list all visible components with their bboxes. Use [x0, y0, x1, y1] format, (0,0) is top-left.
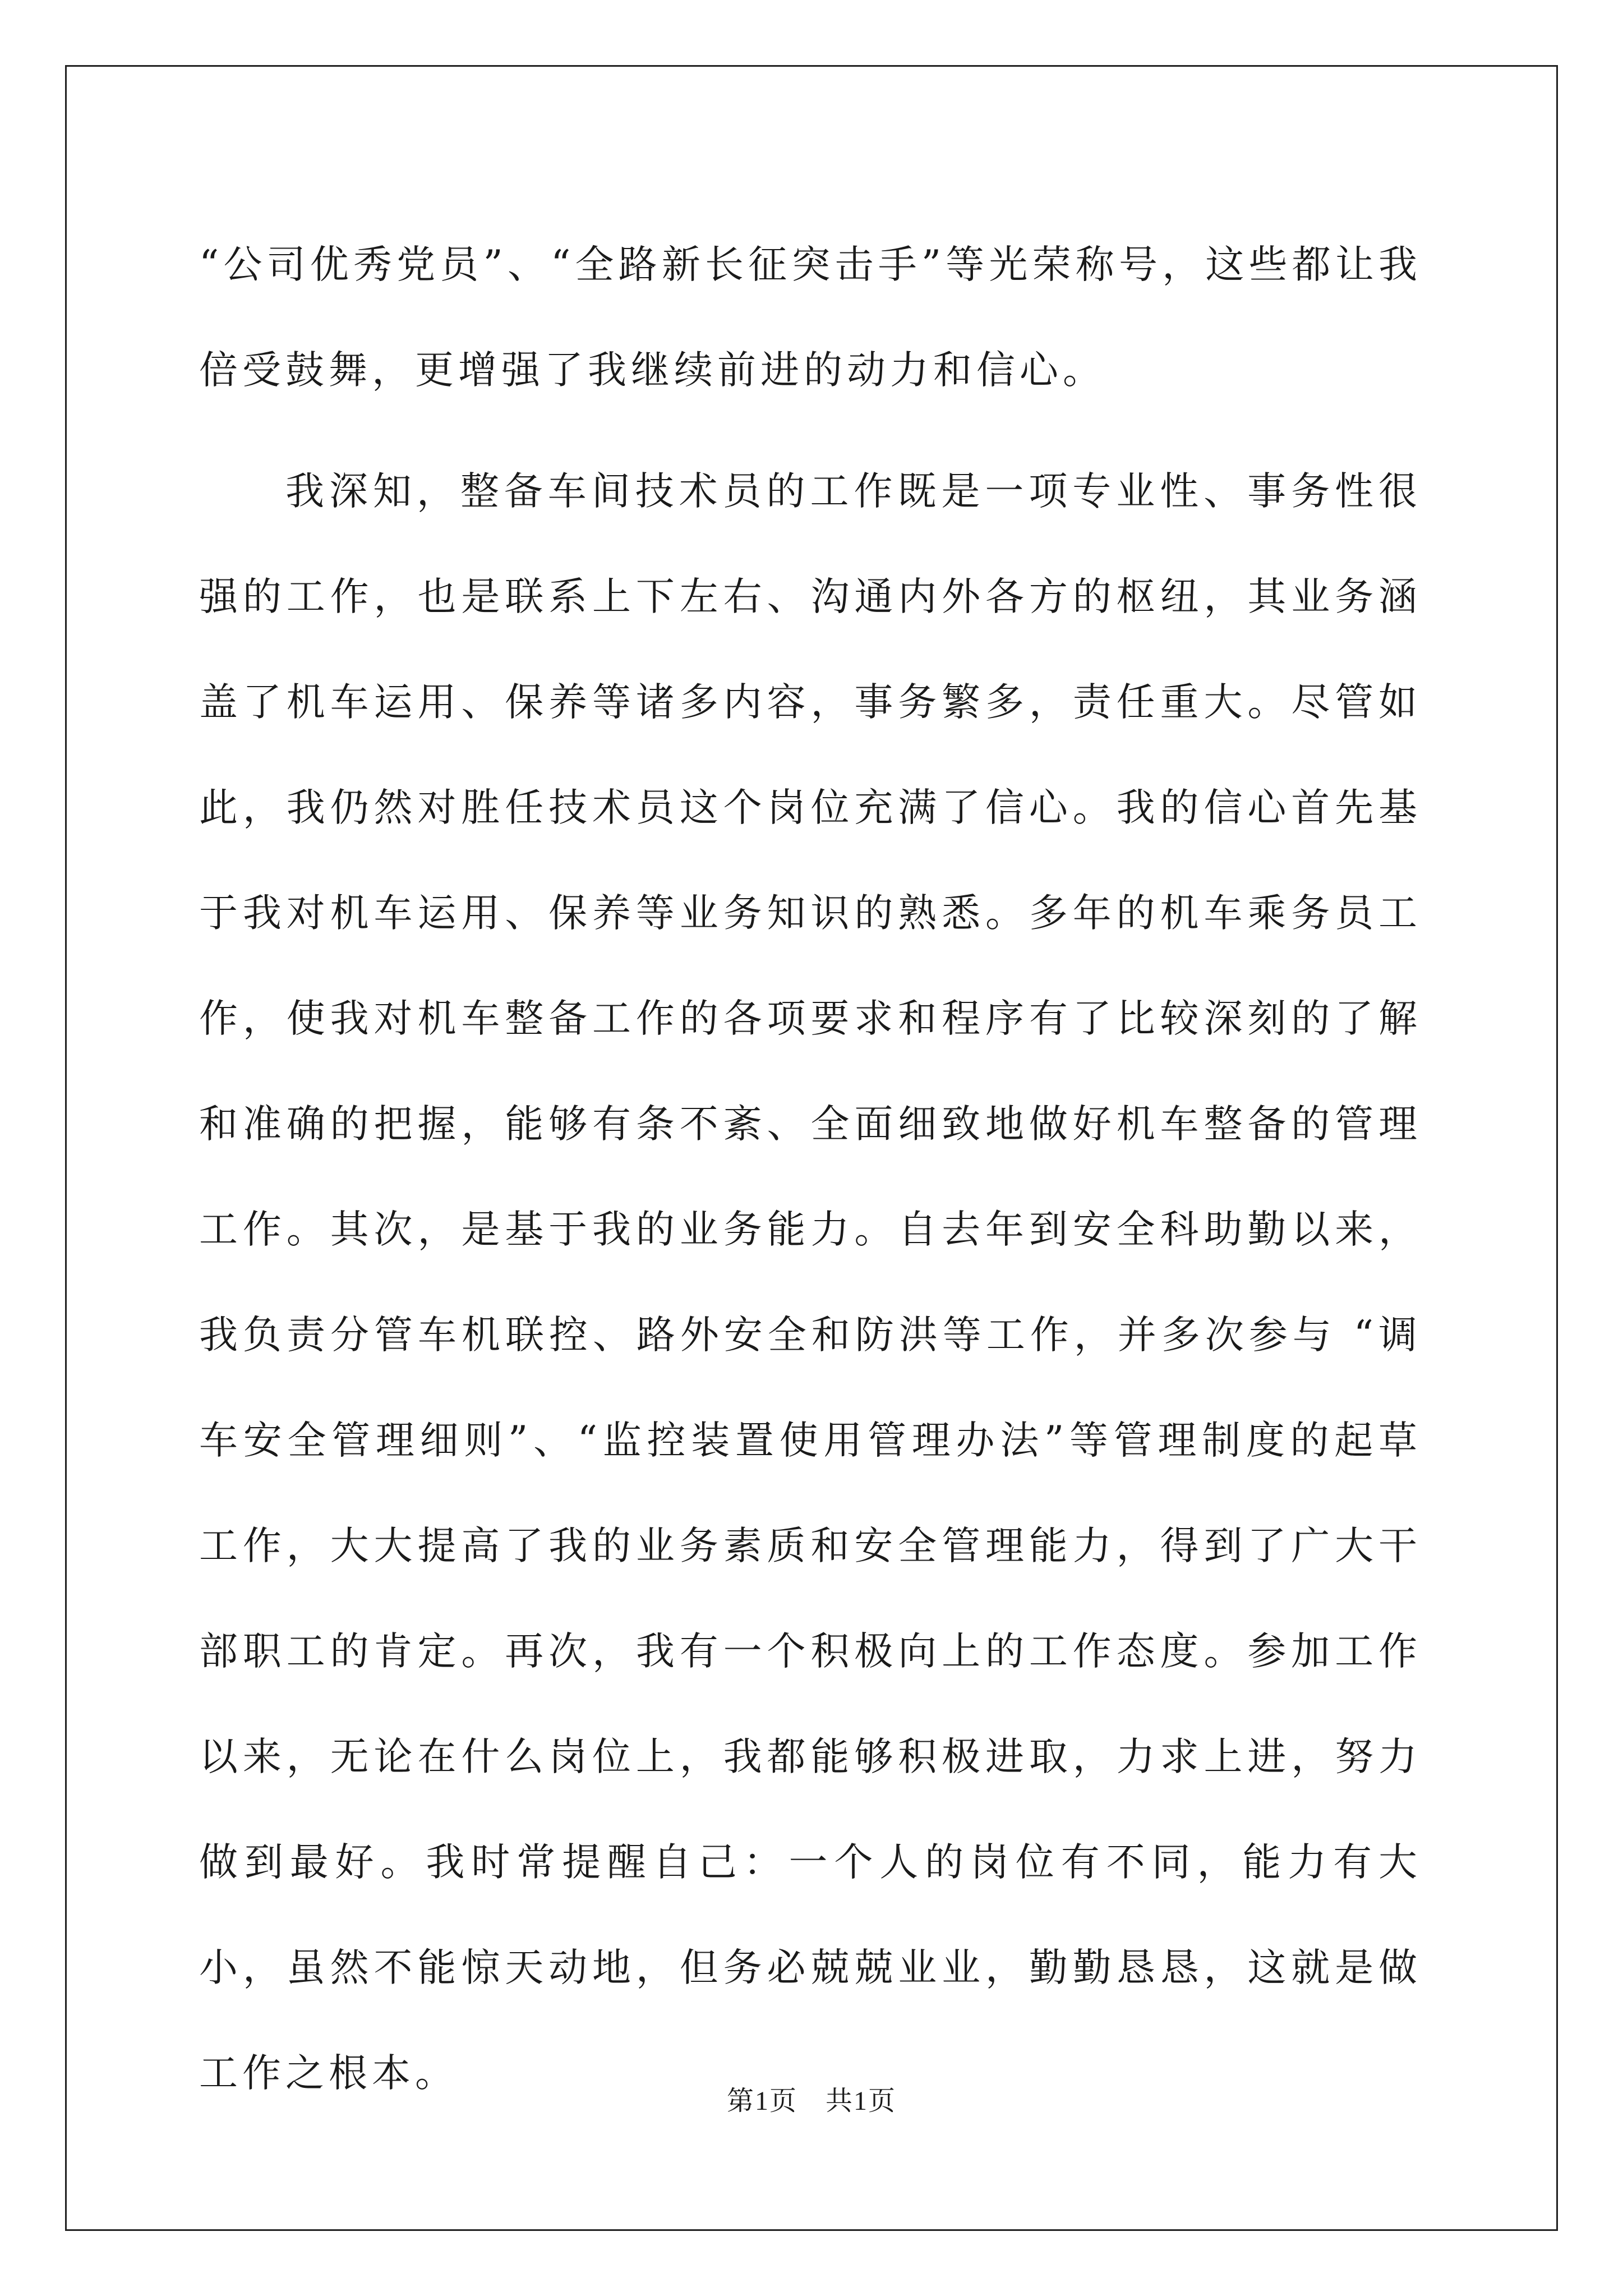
- page-footer: [0, 2079, 1623, 2118]
- document-body: [199, 212, 1422, 2126]
- paragraph-main: 我深知，整备车间技术员的工作既是一项专业性、事务性很强的工作，也是联系上下左右、沟通内外各方的枢纽，其业务涵盖了机车运用、保养等诸多内容，事务繁多，责任重大。尽管如此，我仍然对胜任技术员这个岗位充满了信心。我的信心首先基于我对机车运用、保养等业务知识的熟悉。多年的机车乘务员工作，使我对机车整备工作的各项要求和程序有了比较深刻的了解和准确的把握，能够有条不紊、全面细致地做好机车整备的管理工作。其次，是基于我的业务能力。自去年到安全科助勤以来，我负责分管车机联控、路外安全和防洪等工作，并多次参与 “调车安全管理细则”、“监控装置使用管理办法”等管理制度的起草工作，大大提高了我的业务素质和安全管理能力，得到了广大干部职工的肯定。再次，我有一个积极向上的工作态度。参加工作以来，无论在什么岗位上，我都能够积极进取，力求上进，努力做到最好。我时常提醒自己：一个人的岗位有不同，能力有大小，虽然不能惊天动地，但务必兢兢业业，勤勤恳恳，这就是做工作之根本。: [199, 469, 1422, 2096]
- page-number: 第1页: [726, 2086, 797, 2116]
- page-total: 共1页: [826, 2086, 897, 2116]
- paragraph-continued: “公司优秀党员”、“全路新长征突击手”等光荣称号，这些都让我倍受鼓舞，更增强了我继续前进的动力和信心。: [199, 242, 1422, 393]
